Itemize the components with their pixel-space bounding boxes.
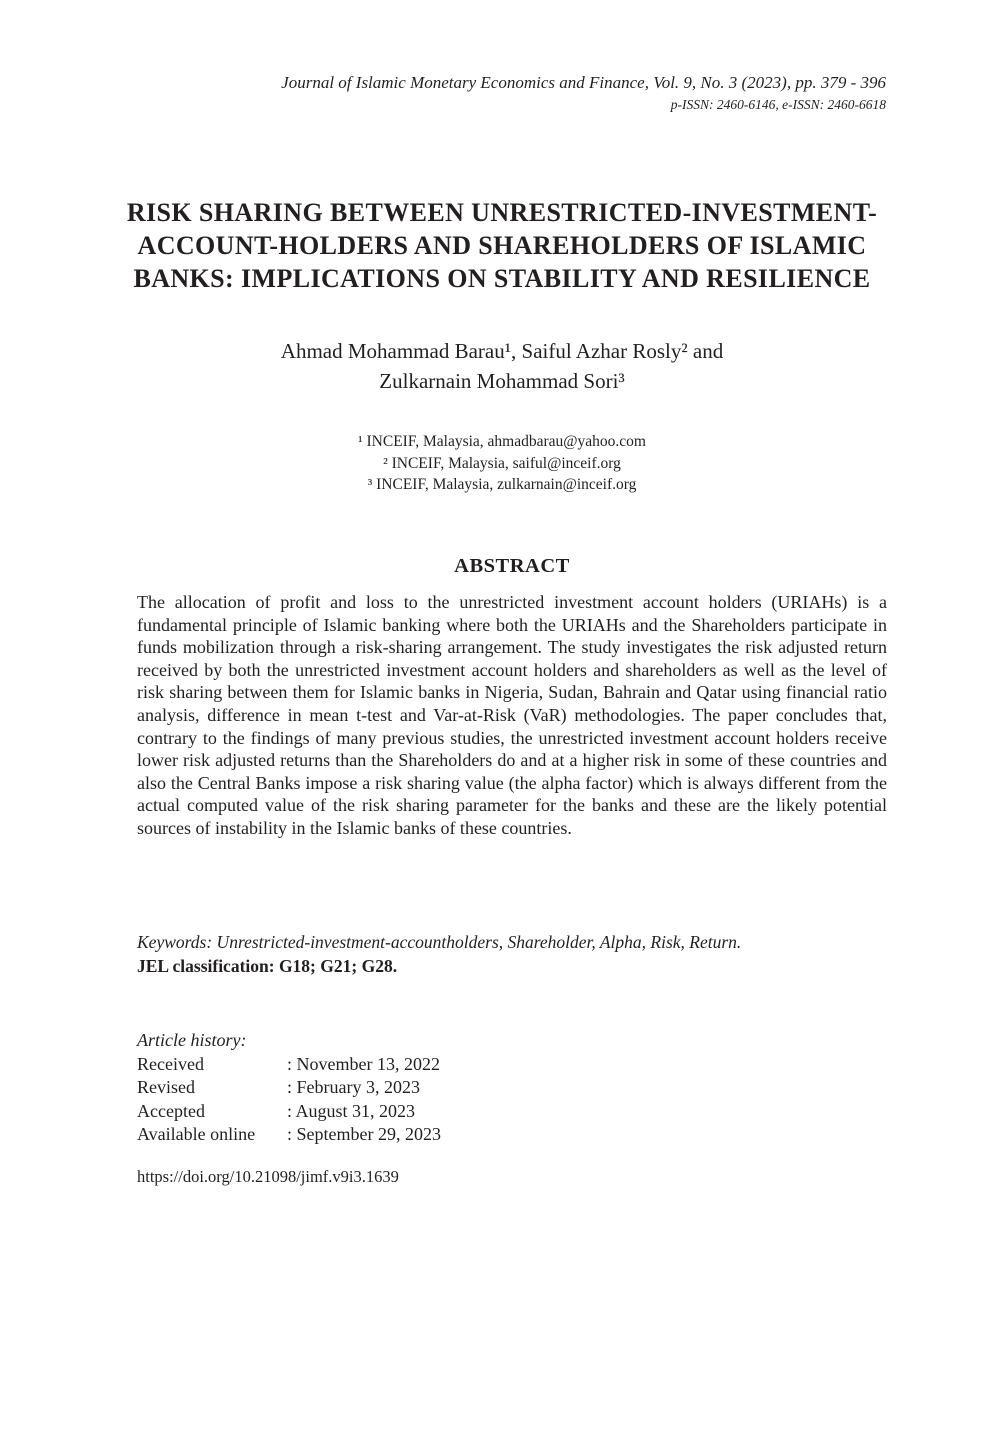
- issn-line: p-ISSN: 2460-6146, e-ISSN: 2460-6618: [670, 97, 886, 112]
- authors-block: [0, 336, 1004, 396]
- doi-link[interactable]: https://doi.org/10.21098/jimf.v9i3.1639: [137, 1167, 399, 1186]
- journal-header: [281, 72, 886, 113]
- article-history-heading: Article history:: [137, 1030, 247, 1050]
- history-row-received: [137, 1053, 441, 1077]
- history-value: : September 29, 2023: [287, 1124, 441, 1144]
- article-title: [0, 196, 1004, 295]
- affiliation-1: ¹ INCEIF, Malaysia, ahmadbarau@yahoo.com: [358, 433, 646, 450]
- article-title-line-3: BANKS: IMPLICATIONS ON STABILITY AND RESILIENCE: [133, 264, 871, 293]
- affiliation-3: ³ INCEIF, Malaysia, zulkarnain@inceif.org: [367, 476, 637, 493]
- history-row-available-online: [137, 1123, 441, 1147]
- abstract-section: [137, 554, 887, 840]
- history-label: Available online: [137, 1124, 256, 1144]
- authors-line-1: Ahmad Mohammad Barau¹, Saiful Azhar Rosly² and: [280, 339, 724, 363]
- history-value: : November 13, 2022: [287, 1053, 440, 1074]
- abstract-body: The allocation of profit and loss to the unrestricted investment account holders (URIAHs) is a fundamental principle of Islamic banking where both the URIAHs and the Shareholders participate in funds mobilization through a risk-sharing arrangement. The study investigates the risk adjusted return received by both the unrestricted investment account holders and shareholders as well as the level of risk sharing between them for Islamic banks in Nigeria, Sudan, Bahrain and Qatar using financial ratio analysis, difference in mean t-test and Var-at-Risk (VaR) methodologies. The paper concludes that, contrary to the findings of many previous studies, the unrestricted investment account holders receive lower risk adjusted returns than the Shareholders do and at a higher risk in some of these countries and also the Central Banks impose a risk sharing value (the alpha factor) which is always different from the actual computed value of the risk sharing parameter for the banks and these are the likely potential sources of instability in the Islamic banks of these countries.: [137, 592, 887, 838]
- history-row-revised: [137, 1076, 441, 1100]
- history-value: : August 31, 2023: [287, 1100, 416, 1121]
- authors-line-2: Zulkarnain Mohammad Sori³: [379, 369, 625, 393]
- history-value: : February 3, 2023: [287, 1077, 420, 1097]
- abstract-heading: ABSTRACT: [454, 555, 570, 577]
- article-title-line-2: ACCOUNT-HOLDERS AND SHAREHOLDERS OF ISLAMIC: [137, 231, 867, 260]
- keywords-line: Keywords: Unrestricted-investment-accountholders, Shareholder, Alpha, Risk, Return.: [137, 932, 742, 952]
- history-label: Revised: [137, 1077, 195, 1097]
- affiliations-block: [0, 431, 1004, 496]
- jel-classification-line: JEL classification: G18; G21; G28.: [137, 956, 398, 976]
- article-history-block: [137, 1029, 441, 1147]
- history-row-accepted: [137, 1100, 441, 1124]
- journal-citation: Journal of Islamic Monetary Economics and Finance, Vol. 9, No. 3 (2023), pp. 379 - 396: [281, 73, 886, 92]
- article-title-line-1: RISK SHARING BETWEEN UNRESTRICTED-INVESTMENT-: [126, 198, 878, 227]
- affiliation-2: ² INCEIF, Malaysia, saiful@inceif.org: [383, 454, 621, 472]
- history-label: Accepted: [137, 1100, 205, 1121]
- history-label: Received: [137, 1053, 204, 1074]
